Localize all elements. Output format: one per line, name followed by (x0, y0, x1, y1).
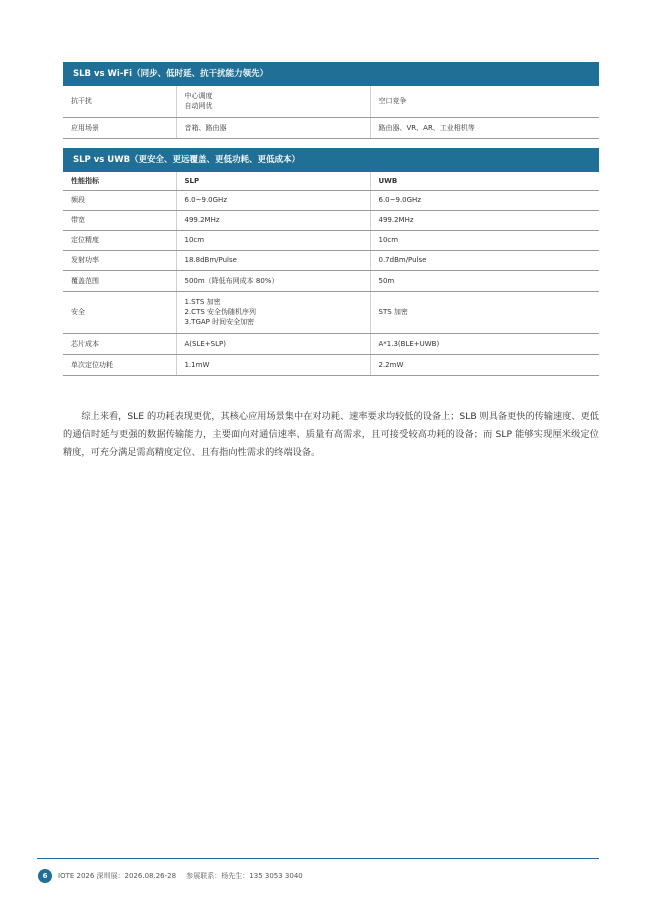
cell-uwb: A*1.3(BLE+UWB) (370, 333, 599, 354)
row-label: 覆盖范围 (63, 270, 176, 291)
cell-uwb: 6.0~9.0GHz (370, 190, 599, 210)
cell-slb (176, 117, 370, 138)
row-label: 安全 (63, 291, 176, 333)
cell-line: 音箱、路由器 (184, 123, 227, 132)
slp-vs-uwb-table (63, 172, 599, 376)
table-row (63, 86, 599, 117)
cell-line: 18.8dBm/Pulse (184, 256, 237, 264)
cell-slb (176, 86, 370, 117)
footer-info (58, 870, 303, 882)
row-label: 抗干扰 (63, 86, 176, 117)
footer-divider (37, 858, 599, 859)
row-label: 芯片成本 (63, 333, 176, 354)
cell-uwb: 2.2mW (370, 354, 599, 375)
header-slp: SLP (176, 172, 370, 190)
cell-line: 3.TGAP 时间安全加密 (184, 318, 255, 326)
cell-slp (176, 354, 370, 375)
slb-vs-wifi-title: SLB vs Wi-Fi（同步、低时延、抗干扰能力领先） (63, 62, 599, 86)
cell-uwb: 0.7dBm/Pulse (370, 250, 599, 270)
row-label: 定位精度 (63, 230, 176, 250)
slp-vs-uwb-title: SLP vs UWB（更安全、更远覆盖、更低功耗、更低成本） (63, 148, 599, 172)
cell-line: 2.CTS 安全伪随机序列 (184, 308, 257, 316)
table-row (63, 117, 599, 138)
cell-other: 路由器、VR、AR、工业相机等 (370, 117, 599, 138)
cell-uwb: 10cm (370, 230, 599, 250)
cell-line: 1.STS 加密 (184, 298, 221, 306)
slb-vs-wifi-table (63, 86, 599, 139)
cell-line: A(SLE+SLP) (184, 339, 226, 348)
cell-uwb: STS 加密 (370, 291, 599, 333)
header-uwb: UWB (370, 172, 599, 190)
cell-line: 500m（降低布网成本 80%） (184, 276, 279, 285)
row-label: 单次定位功耗 (63, 354, 176, 375)
table-row (63, 190, 599, 210)
cell-slp (176, 333, 370, 354)
cell-slp (176, 210, 370, 230)
slb-vs-wifi-table-section (63, 62, 599, 139)
row-label: 发射功率 (63, 250, 176, 270)
cell-slp (176, 230, 370, 250)
cell-line: 6.0~9.0GHz (184, 196, 227, 204)
cell-line: 10cm (184, 236, 205, 244)
summary-paragraph: 综上来看，SLE 的功耗表现更优，其核心应用场景集中在对功耗、速率要求均较低的设备上；SLB 则具备更快的传输速度、更低的通信时延与更强的数据传输能力，主要面向对通信速率、质量有高需求，且可接受较高功耗的设备；而 SLP 能够实现厘米级定位精度，可充分满足需高精度定位、且有指向性需求的终端设备。 (63, 411, 599, 458)
cell-uwb: 50m (370, 270, 599, 291)
cell-line: 自动网优 (184, 102, 213, 111)
table-row (63, 210, 599, 230)
cell-slp (176, 270, 370, 291)
header-metric: 性能指标 (63, 172, 176, 190)
footer-contact: 参展联系：杨先生：135 3053 3040 (186, 872, 303, 880)
table-row (63, 354, 599, 375)
cell-slp (176, 190, 370, 210)
row-label: 频段 (63, 190, 176, 210)
footer-event: IOTE 2026 深圳展：2026.08.26-28 (58, 872, 177, 880)
table-row (63, 270, 599, 291)
cell-line: 499.2MHz (184, 216, 220, 224)
table-header-row (63, 172, 599, 190)
table-row (63, 291, 599, 333)
cell-slp (176, 250, 370, 270)
page-number-badge: 6 (38, 869, 52, 883)
row-label: 带宽 (63, 210, 176, 230)
cell-uwb: 499.2MHz (370, 210, 599, 230)
table-row (63, 250, 599, 270)
cell-line: 1.1mW (184, 360, 210, 369)
row-label: 应用场景 (63, 117, 176, 138)
table-row (63, 230, 599, 250)
cell-line: 中心调度 (184, 92, 213, 101)
cell-slp (176, 291, 370, 333)
slp-vs-uwb-table-section (63, 148, 599, 376)
table-row (63, 333, 599, 354)
cell-other: 空口竞争 (370, 86, 599, 117)
